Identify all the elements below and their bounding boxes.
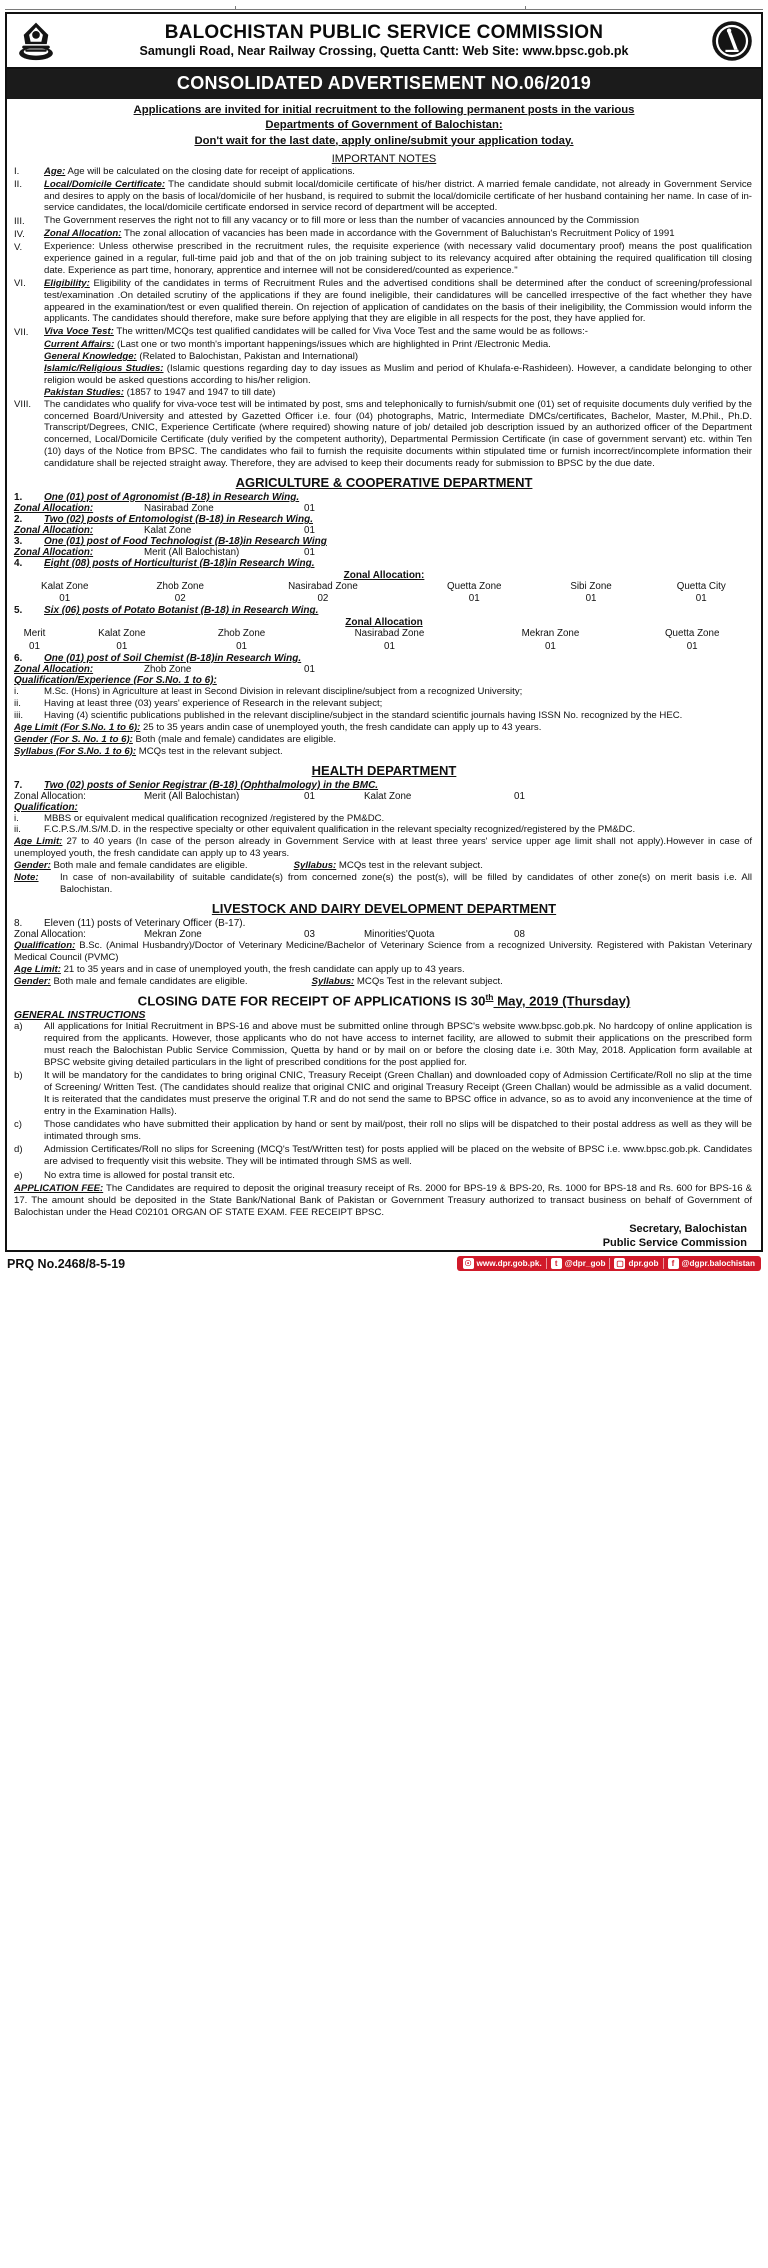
social-label: dpr.gob [628, 1259, 659, 1269]
viva-subject-text: (Islamic questions regarding day to day issues as Muslim and period of Khulafa-e-Rashideen). However, a candidate belonging to other religion would be asked questions according to his/her religion. [44, 363, 752, 386]
syllabus-line [7, 746, 761, 758]
gender-label: Gender (For S. No. 1 to 6): [14, 733, 133, 745]
note-label: Note: [14, 872, 39, 884]
zone-name: Kalat Zone [364, 790, 412, 802]
age-limit-value: 25 to 35 years andin case of unemployed youth, the fresh candidate can apply up to 43 years. [140, 721, 542, 733]
zone-name: Kalat Zone [98, 628, 146, 640]
note-content: Experience: Unless otherwise prescribed in the recruitment rules, the requisite experience (with necessary valid documentary proof) means the post qualification experience gained in a regular, full-time paid job and that of the on job training subject to its relevancy acquired after obtaining the required qualification till closing date. Experience as part time, honorary, apprentice and internee will not be considered/counted as experience." [44, 241, 752, 276]
health-note-row [7, 872, 761, 896]
advertisement-number-bar: CONSOLIDATED ADVERTISEMENT NO.06/2019 [7, 69, 761, 99]
note-label: Eligibility: [44, 277, 90, 289]
qualification-text: Having (4) scientific publications published in the relevant discipline/subject in the standard scientific journals having ISSN No. recognized by the HEC. [44, 709, 683, 721]
prq-number: PRQ No.2468/8-5-19 [7, 1256, 126, 1271]
closing-text-before: CLOSING DATE FOR RECEIPT OF APPLICATIONS IS 30 [137, 993, 486, 1009]
viva-subject-label: General Knowledge: [44, 351, 137, 363]
note-content: Eligibility of the candidates in terms of Recruitment Rules and the advertised conditions shall be determined after the conduct of screening/professional test/examination .On detailed scrutiny of the applications if they are found ineligible, their candidatures will be cancelled irrespective of the fact whether they have appeared in the examination/test or even qualified therein. On rejection of application of candidates on the basis of their ineligibility, the Commission would inform the applicants. The candidates should therefore, make sure before applying that they are eligible in all respects for the post, they have applied for. [44, 277, 752, 325]
note-text [44, 166, 752, 178]
viva-subject-label: Pakistan Studies: [44, 386, 124, 398]
post-row [7, 536, 761, 547]
zone-name: Mekran Zone [521, 628, 580, 640]
note-text [44, 228, 752, 240]
department-heading-livestock: LIVESTOCK AND DAIRY DEVELOPMENT DEPARTMENT [211, 901, 557, 917]
qualification-heading: Qualification: [14, 801, 78, 813]
zone-name: Nasirabad Zone [354, 628, 425, 640]
zonal-allocation-row [7, 525, 761, 536]
note-text: The candidates who qualify for viva-voce test will be intimated by post, sms and telephonically to furnish/submit one (01) set of requisite documents duly verified by the concerned Board/University and attested by Gazetted Officer i.e. four (04) photographs, Matric, Intermediate DMCs/certificates, Bachelor, Master, M.Phil., Ph.D. Transcript/Degrees, CNIC, Experience Certificate (where required) showing nature of job/ detailed job description issued by an authorized officer of the Department concerned, Local/Domicile Certificate (duly verified by the competent authority), Departmental Permission Certificate (in case of government servant) etc. within Ten (10) days of the Notice from BPSC. The candidates who fail to furnish the requisite documents within stipulated time or furnish incorrect/incomplete information their candidature shall be rejected straight away. Therefore, they are advised to keep their documents ready for submission to BPSC by the due date. [44, 398, 752, 470]
instruction-item [7, 1170, 761, 1182]
twitter-icon: t [551, 1258, 562, 1269]
instagram-icon: ▢ [616, 1259, 624, 1269]
note-number: III. [14, 215, 25, 227]
post-row [7, 780, 761, 791]
qualification-text: MBBS or equivalent medical qualification recognized /registered by the PM&DC. [44, 812, 385, 824]
social-link-website[interactable] [463, 1258, 542, 1269]
post-title: One (01) post of Agronomist (B-18) in Research Wing. [44, 492, 300, 504]
zone-name: Nasirabad Zone [144, 503, 214, 515]
zone-name: Nasirabad Zone [288, 581, 358, 593]
qualification-text: Having at least three (03) years' experience of Research in the relevant subject; [44, 697, 383, 709]
viva-subject-text: (Last one or two month's important happenings/issues which are highlighted in Print /Electronic Media. [114, 339, 551, 351]
gender-value: Both male and female candidates are eligible. [50, 860, 248, 872]
gender-label: Gender: [14, 976, 51, 988]
note-content: The written/MCQs test qualified candidates will be called for Viva Voce Test and the same would be as follows:- [113, 326, 588, 338]
age-limit-value: 27 to 40 years (In case of the person already in Government Service with at least three years' service upper age limit shall not apply).However in case of unemployed youth, the fresh candidate can apply up to 43 years. [14, 836, 753, 860]
note-content: The zonal allocation of vacancies has been made in accordance with the Government of Baluchistan's Recruitment Policy of 1991 [121, 228, 675, 240]
post-row [7, 605, 761, 616]
application-fee-text: The Candidates are required to deposit the original treasury receipt of Rs. 2000 for BPS-19 & BPS-20, Rs. 1000 for BPS-18 and Rs. 600 for BPS-16 & 17. The amount should be deposited in the State Bank/National Bank of Pakistan or Government Treasury authorized to transact business on behalf of Government of Balochistan under the Head C02101 ORGAN OF STATE EXAM. FEE RECEIPT BPSC. [14, 1182, 752, 1218]
instruction-text: It will be mandatory for the candidates to bring original CNIC, Treasury Receipt (Green Challan) and downloaded copy of Admission Certificate/Roll no slip at the time of Screening/ Written Test. (The candidates should realize that original CNIC and original Treasury Receipt (Green Challan) would be admissible as a valid document. It is reiterated that the candidates must preserve the original T.R and do not send the same to BPSC office in advance, so as to avoid any inconvenience at the time of entry in the Examination Halls). [44, 1069, 752, 1118]
post-number: 3. [14, 536, 23, 548]
zone-name: Merit [23, 628, 46, 640]
gender-value: Both (male and female) candidates are eligible. [132, 733, 337, 745]
zone-name: Kalat Zone [144, 525, 192, 537]
important-notes-list [7, 166, 761, 470]
instruction-item [7, 1144, 761, 1168]
social-link-facebook[interactable] [668, 1258, 756, 1269]
syllabus-label: Syllabus (For S.No. 1 to 6): [14, 745, 137, 757]
zone-count: 01 [304, 503, 315, 515]
note-content: The Government reserves the right not to fill any vacancy or to fill more or less than the number of vacancies announced by the Commission [44, 215, 640, 227]
signature-block [7, 1219, 761, 1251]
balochistan-govt-crest-icon [709, 18, 755, 64]
note-label: Viva Voce Test: [44, 326, 114, 338]
qualification-number: ii. [14, 824, 21, 836]
signature-line-1: Secretary, Balochistan [629, 1222, 747, 1235]
gender-line [7, 734, 761, 746]
zone-count: 01 [29, 640, 40, 652]
instruction-item [7, 1021, 761, 1069]
masthead [7, 14, 761, 69]
department-heading-agriculture: AGRICULTURE & COOPERATIVE DEPARTMENT [235, 475, 533, 491]
gender-syllabus-line [7, 860, 761, 872]
syllabus-label: Syllabus: [293, 860, 337, 872]
qualification-text: F.C.P.S./M.S/M.D. in the respective specialty or other equivalent qualification in the relevant specialty recognized/registered by the PM&DC. [44, 824, 636, 836]
globe-icon: ☉ [464, 1259, 472, 1269]
zonal-allocation-row [7, 503, 761, 514]
post-number: 7. [14, 779, 23, 791]
viva-subject-item [14, 387, 752, 399]
zone-name: Quetta Zone [447, 581, 502, 593]
zone-name: Mekran Zone [144, 929, 202, 941]
qualification-number: i. [14, 685, 19, 697]
social-label: @dgpr.balochistan [681, 1259, 755, 1269]
zonal-allocation-label: Zonal Allocation: [14, 790, 86, 802]
note-item [14, 278, 752, 326]
note-label: Zonal Allocation: [44, 228, 122, 240]
post-number: 1. [14, 492, 23, 504]
zone-name: Kalat Zone [41, 581, 89, 593]
instruction-key: c) [14, 1119, 22, 1131]
application-fee-block [7, 1183, 761, 1219]
qualification-value: B.Sc. (Animal Husbandry)/Doctor of Veterinary Medicine/Bachelor of Veterinary Science from a recognized University. Registered with Pakistan Veterinary Medical Council (PVMC) [14, 940, 752, 964]
qualification-heading: Qualification/Experience (For S.No. 1 to 6): [14, 674, 217, 686]
note-text [44, 241, 752, 277]
note-label: Age: [44, 165, 66, 177]
syllabus-value: MCQs test in the relevant subject. [136, 745, 283, 757]
divider [609, 1258, 610, 1269]
post-row [7, 918, 761, 929]
note-item [14, 326, 752, 338]
qualification-label: Qualification: [14, 940, 76, 952]
social-link-instagram[interactable] [614, 1258, 658, 1269]
age-limit-label: Age Limit: [14, 964, 61, 976]
note-text: In case of non-availability of suitable candidate(s) from concerned zone(s) the post(s), will be filled by candidates of other zone(s) on merit basis i.e. All Balochistan. [60, 872, 752, 896]
viva-subject-item [14, 339, 752, 351]
closing-superscript: th [485, 992, 494, 1003]
zone-name: Sibi Zone [570, 581, 612, 593]
zone-name: Zhob Zone [156, 581, 204, 593]
table-row-counts [7, 593, 761, 605]
qualification-text: M.Sc. (Hons) in Agriculture at least in Second Division in relevant discipline/subject from a recognized University; [44, 685, 523, 697]
instruction-text: All applications for Initial Recruitment in BPS-16 and above must be submitted online through BPSC's website www.bpsc.gob.pk. No hardcopy of online application is required from the applicants. However, those applicants who do not have access to internet facility, are allowed to submit their applications on the prescribed form must reach the Balochistan Public Service Commission, Quetta by hand or by mail on or before the closing date i.e. 30th May, 2018. Application form available at BPSC website giving detailed particulars in the light of prescribed conditions for the post applied for. [44, 1020, 752, 1068]
zone-count: 01 [59, 593, 71, 605]
note-item [14, 179, 752, 215]
instruction-text: Admission Certificates/Roll no slips for Screening (MCQ's Test/Written test) for posts applied will be placed on the website of BPSC i.e. www.bpsc.gob.pk. Candidates are advised to frequently visit this website. They will be intimated through SMS as well. [44, 1144, 752, 1168]
social-media-bar [457, 1256, 761, 1271]
divider [663, 1258, 664, 1269]
zone-count: 01 [116, 640, 128, 652]
note-text [44, 179, 752, 215]
age-limit-line [7, 964, 761, 976]
instruction-text: No extra time is allowed for postal transit etc. [44, 1169, 235, 1181]
important-notes-heading: IMPORTANT NOTES [331, 152, 437, 165]
zone-count: 01 [585, 593, 597, 605]
zone-count: 01 [384, 640, 395, 652]
page-top-edge [5, 6, 763, 10]
note-number: VI. [14, 278, 26, 290]
viva-subject-item [14, 351, 752, 363]
post-row [7, 514, 761, 525]
note-content: Age will be calculated on the closing date for receipt of applications. [65, 165, 355, 177]
zone-count: 02 [317, 593, 329, 605]
viva-subject-text: (1857 to 1947 and 1947 to till date) [123, 386, 276, 398]
post-title: One (01) post of Soil Chemist (B-18)in Research Wing. [44, 652, 302, 664]
note-item [14, 241, 752, 277]
zone-name: Quetta City [676, 581, 726, 593]
organization-address: Samungli Road, Near Railway Crossing, Quetta Cantt: Web Site: www.bpsc.gob.pk [139, 44, 629, 59]
instruction-item [7, 1119, 761, 1143]
zonal-allocation-label: Zonal Allocation: [14, 503, 94, 515]
zone-count: 01 [468, 593, 480, 605]
masthead-text [65, 23, 703, 58]
viva-subject-text: (Related to Balochistan, Pakistan and International) [136, 351, 359, 363]
social-label: www.dpr.gob.pk. [476, 1259, 542, 1269]
note-number: VIII. [14, 399, 32, 411]
instruction-item [7, 1070, 761, 1118]
zone-name: Zhob Zone [217, 628, 266, 640]
gender-value: Both male and female candidates are eligible. [50, 976, 248, 988]
zonal-allocation-row [7, 791, 761, 802]
table-row-zones [7, 581, 761, 593]
qualification-item [7, 824, 761, 836]
post-number: 4. [14, 558, 23, 570]
post-title: Two (02) posts of Entomologist (B-18) in Research Wing. [44, 514, 313, 526]
zonal-allocation-table [7, 628, 761, 652]
zonal-allocation-table [7, 581, 761, 605]
table-row-counts [7, 641, 761, 653]
post-title: One (01) post of Food Technologist (B-18)in Research Wing [44, 536, 327, 548]
footer-row [5, 1256, 763, 1271]
divider [546, 1258, 547, 1269]
signature-line-2: Public Service Commission [602, 1237, 747, 1250]
zone-count: 01 [695, 593, 707, 605]
zonal-allocation-label: Zonal Allocation: [14, 929, 86, 941]
social-label: @dpr_gob [564, 1259, 606, 1269]
post-row [7, 653, 761, 664]
age-limit-label: Age Limit (For S.No. 1 to 6): [14, 721, 141, 733]
zone-count: 02 [174, 593, 186, 605]
instruction-key: e) [14, 1169, 23, 1181]
post-title: Six (06) posts of Potato Botanist (B-18) in Research Wing. [44, 605, 319, 617]
general-instructions-heading: GENERAL INSTRUCTIONS [14, 1009, 146, 1021]
qualification-number: ii. [14, 697, 21, 709]
gender-syllabus-line [7, 976, 761, 988]
qualification-number: i. [14, 812, 19, 824]
note-number: II. [14, 179, 22, 191]
zone-name: Merit (All Balochistan) [144, 790, 240, 802]
intro-block [7, 99, 761, 151]
note-text [44, 215, 752, 227]
post-number: 6. [14, 652, 23, 664]
zone-name: Quetta Zone [664, 628, 720, 640]
zonal-allocation-heading: Zonal Allocation [345, 617, 423, 629]
zone-count: 01 [304, 663, 315, 675]
social-link-twitter[interactable] [551, 1258, 606, 1269]
note-item [14, 228, 752, 240]
qualification-item [7, 686, 761, 698]
zonal-allocation-row [7, 547, 761, 558]
advertisement-frame [5, 12, 763, 1252]
age-limit-line [7, 722, 761, 734]
note-number: V. [14, 241, 23, 253]
instruction-key: a) [14, 1020, 23, 1032]
post-number: 5. [14, 605, 23, 617]
zone-count: 01 [514, 790, 525, 802]
age-limit-line [7, 836, 761, 860]
post-title: Eight (08) posts of Horticulturist (B-18)in Research Wing. [44, 558, 315, 570]
post-row [7, 558, 761, 569]
note-item [14, 215, 752, 227]
note-item [14, 399, 752, 470]
post-row [7, 492, 761, 503]
gender-label: Gender: [14, 860, 51, 872]
post-number: 8. [14, 918, 23, 930]
application-fee-label: APPLICATION FEE: [14, 1182, 104, 1194]
instruction-text: Those candidates who have submitted their application by hand or sent by mail/post, their roll no slips will be dispatched to their postal address as well as they will be intimated through sms. [44, 1119, 752, 1143]
zonal-allocation-label: Zonal Allocation: [14, 547, 94, 559]
zonal-allocation-row [7, 929, 761, 940]
note-number: I. [14, 166, 20, 178]
zone-name: Merit (All Balochistan) [144, 547, 240, 559]
department-heading-health: HEALTH DEPARTMENT [311, 762, 457, 778]
syllabus-label: Syllabus: [311, 976, 355, 988]
zone-name: Minorities'Quota [364, 929, 435, 941]
zone-count: 01 [304, 525, 315, 537]
note-content: The candidate should submit local/domicile certificate of his/her district. A married female candidate, not already in Government Service and desires to apply on the basis of local/domicile of her husband, is required to submit the local/domicile certificate of her husband containing her name. In case of in-service candidates, the local/domicile certificate endorsed in service record of department will be accepted. [44, 178, 752, 214]
zone-count: 03 [304, 929, 315, 941]
post-number: 2. [14, 514, 23, 526]
note-number: VII. [14, 326, 29, 338]
intro-line-1: Applications are invited for initial recruitment to the following permanent posts in the various [133, 104, 635, 116]
viva-subject-label: Current Affairs: [44, 339, 115, 351]
note-label: Local/Domicile Certificate: [44, 178, 166, 190]
zonal-allocation-label: Zonal Allocation: [14, 525, 94, 537]
closing-date-banner [7, 992, 761, 1008]
zone-count: 01 [304, 790, 315, 802]
intro-line-2: Departments of Government of Balochistan: [265, 119, 503, 132]
note-text [44, 326, 752, 338]
qualification-line [7, 940, 761, 964]
note-text [44, 278, 752, 326]
zone-count: 01 [236, 640, 248, 652]
instruction-key: b) [14, 1069, 23, 1081]
qualification-item [7, 698, 761, 710]
note-item [14, 166, 752, 178]
zone-count: 08 [514, 929, 525, 941]
table-row-zones [7, 628, 761, 640]
zonal-allocation-heading: Zonal Allocation: [343, 570, 425, 582]
zonal-allocation-row [7, 664, 761, 675]
viva-subject-label: Islamic/Religious Studies: [44, 363, 164, 374]
facebook-icon: f [668, 1258, 679, 1269]
qualification-number: iii. [14, 709, 24, 721]
age-limit-label: Age Limit: [14, 836, 63, 848]
post-title: Eleven (11) posts of Veterinary Officer (B-17). [44, 918, 246, 930]
zonal-allocation-label: Zonal Allocation: [14, 663, 94, 675]
zone-count: 01 [544, 640, 556, 652]
note-number: IV. [14, 228, 25, 240]
syllabus-value: MCQs test in the relevant subject. [336, 860, 483, 872]
zone-count: 01 [304, 547, 315, 559]
organization-name: BALOCHISTAN PUBLIC SERVICE COMMISSION [164, 22, 604, 44]
syllabus-value: MCQs Test in the relevant subject. [354, 976, 503, 988]
qualification-item [7, 710, 761, 722]
qualification-item [7, 813, 761, 825]
zone-count: 01 [686, 640, 698, 652]
post-title: Two (02) posts of Senior Registrar (B-18) (Ophthalmology) in the BMC. [44, 779, 379, 791]
closing-text-after: May, 2019 (Thursday) [493, 993, 631, 1009]
bpsc-crest-icon [13, 18, 59, 64]
zone-name: Zhob Zone [144, 663, 192, 675]
intro-line-3: Don't wait for the last date, apply online/submit your application today. [194, 134, 574, 147]
viva-subject-item [14, 363, 752, 387]
age-limit-value: 21 to 35 years and in case of unemployed youth, the fresh candidate can apply up to 43 years. [60, 964, 465, 976]
instruction-key: d) [14, 1144, 23, 1156]
